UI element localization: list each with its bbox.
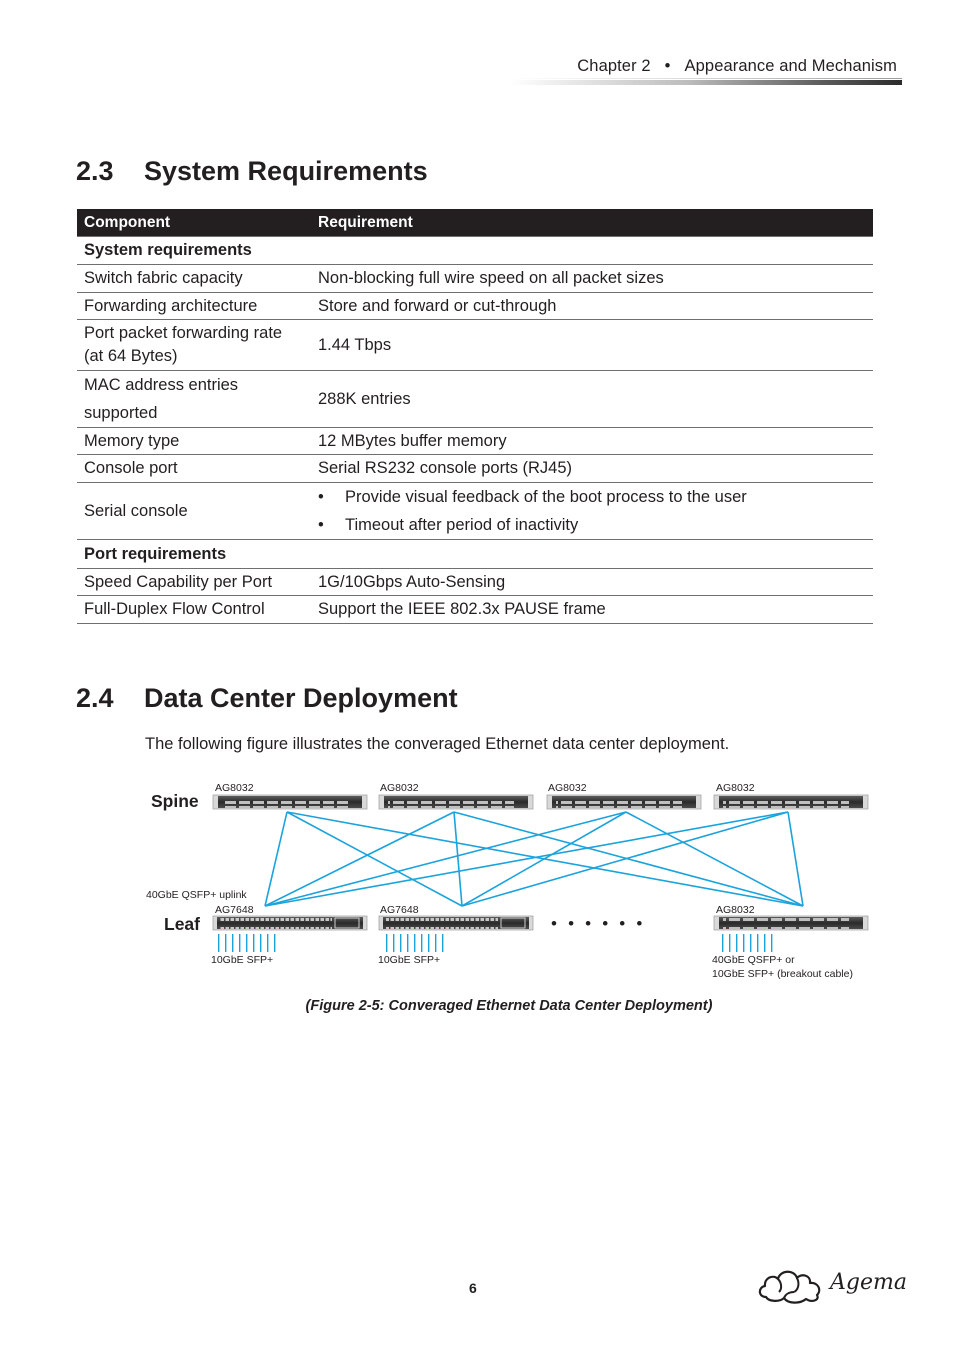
ellipsis-dots: • • • • • • — [551, 914, 646, 933]
component-cell: Port packet forwarding rate (at 64 Bytes) — [77, 320, 311, 371]
uplink-line — [462, 812, 788, 906]
uplink-line — [788, 812, 803, 906]
port-label: 10GbE SFP+ — [378, 954, 441, 966]
leaf-switch-3 — [712, 904, 868, 980]
leaf-label: Leaf — [164, 914, 200, 934]
port-label: 10GbE SFP+ — [211, 954, 274, 966]
section-number: 2.4 — [76, 683, 114, 713]
header-title: Appearance and Mechanism — [684, 57, 897, 75]
component-cell: Memory type — [77, 428, 311, 455]
component-cell: Switch fabric capacity — [77, 265, 311, 293]
group-label: System requirements — [77, 237, 311, 265]
requirement-cell: Non-blocking full wire speed on all packet sizes — [311, 265, 873, 293]
switch-model-label: AG7648 — [380, 904, 419, 916]
brand-name: Agema — [830, 1270, 907, 1295]
header-separator: • — [664, 57, 671, 75]
uplink-line — [462, 812, 626, 906]
leaf-switch-2 — [378, 904, 533, 966]
leaf-switch-1 — [211, 904, 367, 966]
group-label: Port requirements — [77, 540, 311, 569]
port-label: 10GbE SFP+ (breakout cable) — [712, 968, 853, 980]
switch-model-label: AG8032 — [716, 782, 755, 794]
spine-switch-4 — [714, 782, 868, 809]
uplink-line — [454, 812, 462, 906]
header-component: Component — [77, 209, 311, 237]
switch-model-label: AG8032 — [548, 782, 587, 794]
access-cables — [386, 934, 448, 952]
section-title: Data Center Deployment — [144, 683, 458, 713]
page-number: 6 — [469, 1280, 477, 1296]
list-item: • Provide visual feedback of the boot process to the user — [318, 483, 866, 511]
spine-label: Spine — [151, 791, 199, 811]
uplink-line — [265, 812, 788, 906]
uplink-line — [626, 812, 803, 906]
uplink-connections — [265, 812, 803, 906]
uplink-line — [265, 812, 626, 906]
uplink-label: 40GbE QSFP+ uplink — [146, 889, 247, 901]
spine-switch-3 — [547, 782, 701, 809]
requirement-cell: 288K entries — [311, 371, 873, 428]
requirement-cell: Serial RS232 console ports (RJ45) — [311, 455, 873, 483]
list-item: • Timeout after period of inactivity — [318, 511, 866, 539]
requirement-cell: Store and forward or cut-through — [311, 293, 873, 320]
uplink-line — [265, 812, 287, 906]
uplink-line — [287, 812, 462, 906]
component-cell: Full-Duplex Flow Control — [77, 596, 311, 624]
spine-switch-1 — [213, 782, 367, 809]
component-cell: Serial console — [77, 483, 311, 540]
access-cables — [218, 934, 280, 952]
switch-model-label: AG7648 — [215, 904, 254, 916]
access-cables — [722, 934, 778, 952]
component-cell: Forwarding architecture — [77, 293, 311, 320]
switch-model-label: AG8032 — [215, 782, 254, 794]
spine-switch-2 — [379, 782, 533, 809]
component-cell: Console port — [77, 455, 311, 483]
switch-model-label: AG8032 — [716, 904, 755, 916]
uplink-line — [265, 812, 454, 906]
component-cell: MAC address entries supported — [77, 371, 311, 428]
requirement-cell: 1.44 Tbps — [311, 320, 873, 371]
switch-model-label: AG8032 — [380, 782, 419, 794]
section-title: System Requirements — [144, 156, 428, 186]
agema-cloud-logo-icon — [756, 1265, 830, 1305]
figure-caption: (Figure 2-5: Converaged Ethernet Data Center Deployment) — [305, 998, 713, 1014]
section-intro: The following figure illustrates the converaged Ethernet data center deployment. — [145, 735, 730, 753]
uplink-line — [454, 812, 803, 906]
requirement-cell: 1G/10Gbps Auto-Sensing — [311, 569, 873, 596]
component-cell: Speed Capability per Port — [77, 569, 311, 596]
header-chapter: Chapter 2 — [577, 57, 651, 75]
section-number: 2.3 — [76, 156, 114, 186]
port-label: 40GbE QSFP+ or — [712, 954, 795, 966]
requirement-cell: 12 MBytes buffer memory — [311, 428, 873, 455]
header-requirement: Requirement — [311, 209, 873, 237]
requirement-cell: Support the IEEE 802.3x PAUSE frame — [311, 596, 873, 624]
